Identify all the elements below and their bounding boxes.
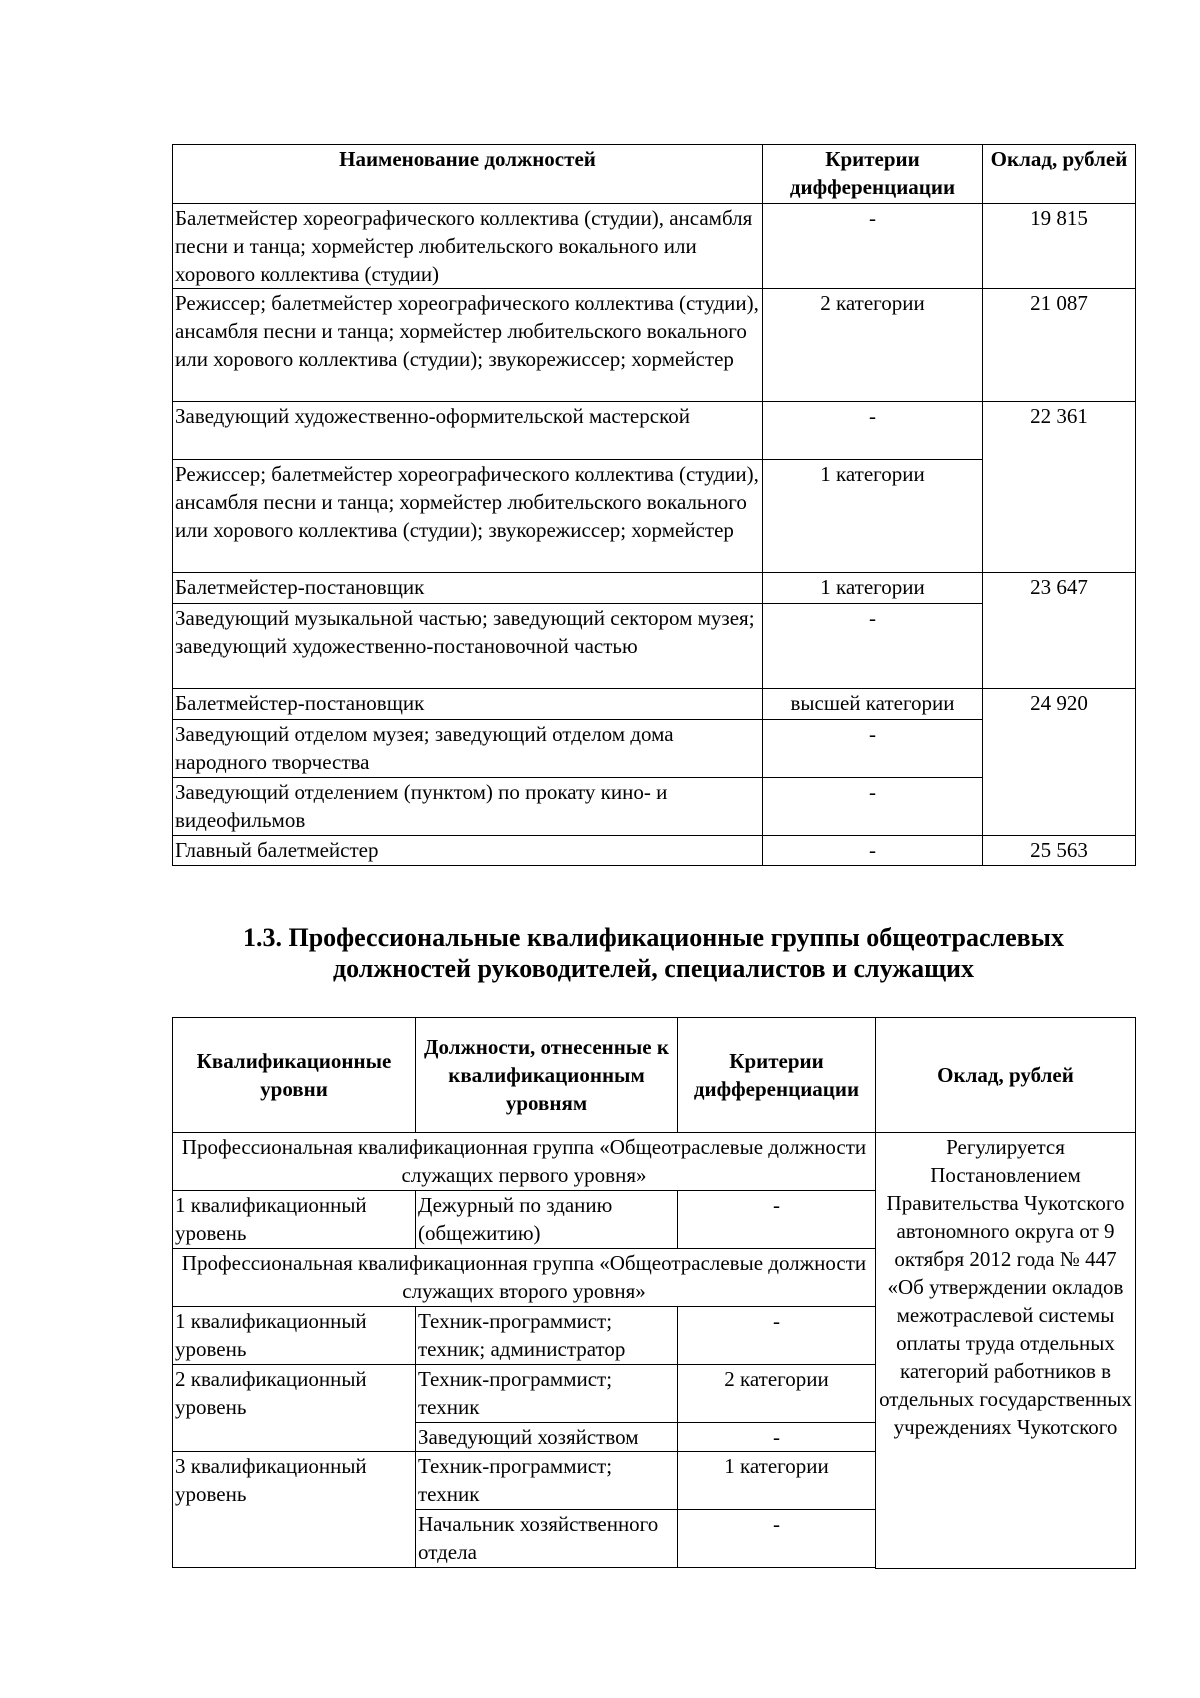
group-row bbox=[173, 1133, 1136, 1191]
criteria-cell: 1 категории bbox=[763, 573, 983, 604]
salary-cell: 24 920 bbox=[983, 689, 1136, 836]
position-cell: Техник-программист; техник bbox=[416, 1365, 678, 1423]
criteria-cell: 2 категории bbox=[678, 1365, 876, 1423]
table-row bbox=[173, 689, 1136, 720]
table-row bbox=[173, 836, 1136, 866]
criteria-cell: 2 категории bbox=[763, 289, 983, 402]
header-qualification-level: Квалификационные уровни bbox=[173, 1018, 416, 1133]
filler-cell bbox=[173, 1568, 876, 1569]
criteria-cell: - bbox=[763, 720, 983, 778]
criteria-cell: - bbox=[763, 402, 983, 460]
header-positions: Должности, отнесенные к квалификационным уровням bbox=[416, 1018, 678, 1133]
level-cell: 1 квалификационный уровень bbox=[173, 1191, 416, 1249]
group-title: Профессиональная квалификационная группа «Общеотраслевые должности служащих второго уровня» bbox=[173, 1249, 876, 1307]
position-cell: Начальник хозяйственного отдела bbox=[416, 1510, 678, 1568]
criteria-cell: - bbox=[763, 836, 983, 866]
criteria-cell: - bbox=[678, 1307, 876, 1365]
position-name: Балетмейстер-постановщик bbox=[173, 689, 763, 720]
position-cell: Заведующий хозяйством bbox=[416, 1423, 678, 1452]
header-salary: Оклад, рублей bbox=[983, 145, 1136, 204]
salary-table-positions bbox=[172, 144, 1136, 866]
position-name: Режиссер; балетмейстер хореографического коллектива (студии), ансамбля песни и танца; хормейстер любительского вокального или хорового коллектива (студии); звукорежиссер; хормейстер bbox=[173, 289, 763, 402]
criteria-cell: - bbox=[763, 604, 983, 689]
header-salary: Оклад, рублей bbox=[876, 1018, 1136, 1133]
header-criteria: Критерии дифференциации bbox=[678, 1018, 876, 1133]
criteria-cell: высшей категории bbox=[763, 689, 983, 720]
table-header-row bbox=[173, 145, 1136, 204]
salary-cell: 22 361 bbox=[983, 402, 1136, 573]
criteria-cell: - bbox=[678, 1510, 876, 1568]
criteria-cell: 1 категории bbox=[678, 1452, 876, 1510]
position-name: Балетмейстер хореографического коллектива (студии), ансамбля песни и танца; хормейстер любительского вокального или хорового коллектива (студии) bbox=[173, 204, 763, 289]
position-name: Режиссер; балетмейстер хореографического коллектива (студии), ансамбля песни и танца; хормейстер любительского вокального или хорового коллектива (студии); звукорежиссер; хормейстер bbox=[173, 460, 763, 573]
criteria-cell: - bbox=[763, 204, 983, 289]
salary-note: Регулируется Постановлением Правительства Чукотского автономного округа от 9 октября 2012 года № 447 «Об утверждении окладов межотраслевой системы оплаты труда отдельных категорий работников в отдельных государственных учреждениях Чукотского bbox=[876, 1133, 1136, 1569]
salary-cell: 25 563 bbox=[983, 836, 1136, 866]
criteria-cell: - bbox=[763, 778, 983, 836]
level-cell: 1 квалификационный уровень bbox=[173, 1307, 416, 1365]
salary-cell: 23 647 bbox=[983, 573, 1136, 689]
table-row bbox=[173, 573, 1136, 604]
table-header-row bbox=[173, 1018, 1136, 1133]
criteria-cell: - bbox=[678, 1191, 876, 1249]
header-position-name: Наименование должностей bbox=[173, 145, 763, 204]
position-name: Заведующий отделом музея; заведующий отделом дома народного творчества bbox=[173, 720, 763, 778]
table-row bbox=[173, 204, 1136, 289]
table-row bbox=[173, 289, 1136, 402]
qualification-groups-table bbox=[172, 1017, 1136, 1569]
position-cell: Техник-программист; техник bbox=[416, 1452, 678, 1510]
level-cell: 2 квалификационный уровень bbox=[173, 1365, 416, 1452]
section-heading: 1.3. Профессиональные квалификационные группы общеотраслевых должностей руководителей, специалистов и служащих bbox=[243, 923, 1064, 983]
position-name: Балетмейстер-постановщик bbox=[173, 573, 763, 604]
position-name: Главный балетмейстер bbox=[173, 836, 763, 866]
salary-cell: 19 815 bbox=[983, 204, 1136, 289]
position-name: Заведующий музыкальной частью; заведующий сектором музея; заведующий художественно-постановочной частью bbox=[173, 604, 763, 689]
position-name: Заведующий художественно-оформительской мастерской bbox=[173, 402, 763, 460]
criteria-cell: 1 категории bbox=[763, 460, 983, 573]
salary-cell: 21 087 bbox=[983, 289, 1136, 402]
level-cell: 3 квалификационный уровень bbox=[173, 1452, 416, 1568]
position-name: Заведующий отделением (пунктом) по прокату кино- и видеофильмов bbox=[173, 778, 763, 836]
table-row bbox=[173, 402, 1136, 460]
position-cell: Техник-программист; техник; администратор bbox=[416, 1307, 678, 1365]
criteria-cell: - bbox=[678, 1423, 876, 1452]
header-criteria: Критерии дифференциации bbox=[763, 145, 983, 204]
position-cell: Дежурный по зданию (общежитию) bbox=[416, 1191, 678, 1249]
group-title: Профессиональная квалификационная группа «Общеотраслевые должности служащих первого уровня» bbox=[173, 1133, 876, 1191]
